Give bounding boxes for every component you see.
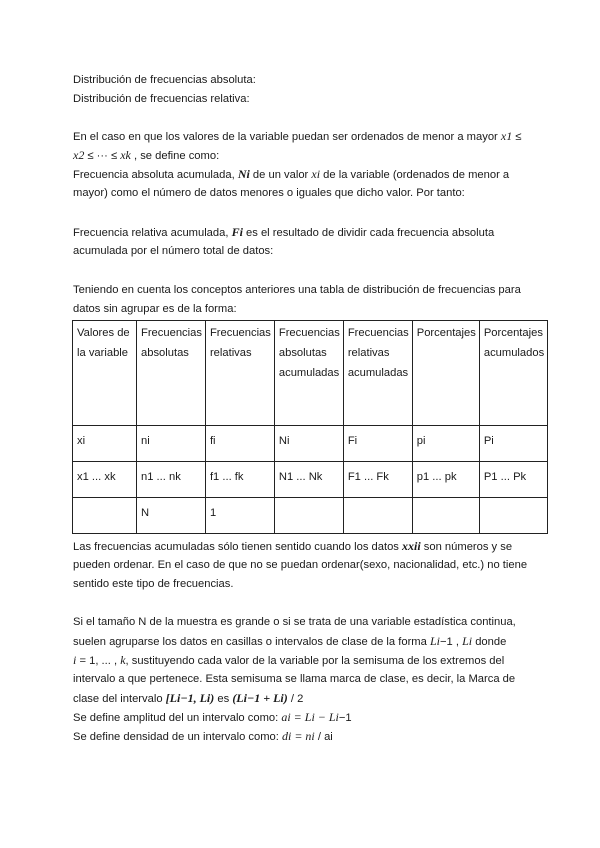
intro-line-relative: Distribución de frecuencias relativa:	[73, 93, 250, 105]
text-run: Frecuencia absoluta acumulada,	[73, 169, 238, 181]
table-cell: n1 ... nk	[137, 462, 206, 498]
intervals-line2	[73, 631, 533, 652]
text-run: donde	[472, 636, 507, 648]
intervals-line1: Si el tamaño N de la muestra es grande o si se trata de una variable estadística continua,	[73, 616, 516, 628]
math-x2: x2	[73, 148, 85, 162]
table-cell: p1 ... pk	[412, 462, 479, 498]
header-cell: Frecuencias absolutas	[137, 321, 206, 426]
abs-acc-line1	[73, 164, 533, 185]
text-run: es	[214, 693, 233, 705]
math-i: i	[73, 653, 77, 667]
table-cell: pi	[412, 426, 479, 462]
table-cell: xi	[73, 426, 137, 462]
table-intro-line1: Teniendo en cuenta los conceptos anteriores una tabla de distribución de frecuencias para	[73, 284, 521, 296]
accum-note-line2: pueden ordenar. En el caso de que no se puedan ordenar(sexo, nacionalidad, etc.) no tiene	[73, 559, 528, 571]
table-row	[73, 462, 548, 498]
header-cell: Frecuencias relativas	[205, 321, 274, 426]
text-run: Se define densidad de un intervalo como:	[73, 731, 282, 743]
table-cell: P1 ... Pk	[479, 462, 547, 498]
intervals-line5	[73, 688, 533, 709]
text-run: suelen agruparse los datos en casillas o intervalos de clase de la forma	[73, 636, 430, 648]
text-run: ≤ ··· ≤	[84, 150, 121, 162]
text-run: = 1, ... ,	[76, 655, 121, 667]
header-cell: Porcentajes	[412, 321, 479, 426]
text-run: / ai	[314, 731, 333, 743]
header-cell: Frecuencias relativas acumuladas	[343, 321, 412, 426]
table-cell: N1 ... Nk	[274, 462, 343, 498]
table-cell	[479, 498, 547, 534]
table-cell	[73, 498, 137, 534]
math-amplitude: ai = Li − Li	[281, 710, 339, 724]
text-run: de la variable (ordenados de menor a	[320, 169, 510, 181]
text-run: Las frecuencias acumuladas sólo tienen sentido cuando los datos	[73, 541, 402, 553]
math-xi: xi	[311, 167, 321, 181]
text-run: / 2	[287, 693, 304, 705]
table-cell: 1	[205, 498, 274, 534]
table-cell: ni	[137, 426, 206, 462]
text-run: Se define amplitud del un intervalo como:	[73, 712, 282, 724]
text-run: clase del intervalo	[73, 693, 166, 705]
table-cell	[274, 498, 343, 534]
math-Li: Li	[429, 634, 440, 648]
table-cell: Ni	[274, 426, 343, 462]
header-cell: Valores de la variable	[73, 321, 137, 426]
accum-note-line1	[73, 536, 533, 557]
text-run: son números y se	[420, 541, 513, 553]
math-Fi: Fi	[231, 225, 243, 239]
math-xk: xk	[120, 148, 131, 162]
intervals-density	[73, 726, 533, 747]
math-k: k	[120, 653, 126, 667]
text-run: de un valor	[249, 169, 312, 181]
header-cell: Porcentajes acumulados	[479, 321, 547, 426]
table-cell: fi	[205, 426, 274, 462]
text-run: −1 ,	[439, 636, 463, 648]
accum-note-line3: sentido este tipo de frecuencias.	[73, 578, 234, 590]
table-cell: x1 ... xk	[73, 462, 137, 498]
text-run: , se define como:	[130, 150, 220, 162]
math-xxii: xxii	[402, 539, 421, 553]
table-cell: Pi	[479, 426, 547, 462]
math-Ni: Ni	[237, 167, 250, 181]
text-run: , sustituyendo cada valor de la variable por la semisuma de los extremos del	[125, 655, 505, 667]
order-paragraph-line2	[73, 145, 533, 166]
table-cell: f1 ... fk	[205, 462, 274, 498]
table-header-row	[73, 321, 548, 426]
abs-acc-line2: mayor) como el número de datos menores o iguales que dicho valor. Por tanto:	[73, 187, 465, 199]
math-Li: Li	[462, 634, 473, 648]
text-run: En el caso en que los valores de la variable puedan ser ordenados de menor a mayor	[73, 131, 501, 143]
header-cell: Frecuencias absolutas acumuladas	[274, 321, 343, 426]
rel-acc-line2: acumulada por el número total de datos:	[73, 245, 274, 257]
table-row	[73, 426, 548, 462]
order-paragraph-line1	[73, 126, 533, 147]
math-interval: [Li−1, Li)	[165, 691, 215, 705]
table-cell: N	[137, 498, 206, 534]
table-row	[73, 498, 548, 534]
text-run: Frecuencia relativa acumulada,	[73, 227, 232, 239]
rel-acc-line1	[73, 222, 533, 243]
table-intro-line2: datos sin agrupar es de la forma:	[73, 303, 237, 315]
table-cell	[343, 498, 412, 534]
table-cell: F1 ... Fk	[343, 462, 412, 498]
intro-line-absolute: Distribución de frecuencias absoluta:	[73, 74, 256, 86]
frequency-table	[72, 320, 548, 534]
math-class-mark: (Li−1 + Li)	[232, 691, 288, 705]
intervals-line4: intervalo a que pertenece. Esta semisuma se llama marca de clase, es decir, la Marca de	[73, 673, 516, 685]
math-density: di = ni	[281, 729, 315, 743]
intervals-line3	[73, 650, 533, 671]
intervals-amplitude	[73, 707, 533, 728]
text-run: ≤	[512, 131, 522, 143]
table-cell	[412, 498, 479, 534]
text-run: es el resultado de dividir cada frecuencia absoluta	[242, 227, 495, 239]
table-cell: Fi	[343, 426, 412, 462]
text-run: −1	[338, 712, 352, 724]
math-x1: x1	[500, 129, 513, 143]
